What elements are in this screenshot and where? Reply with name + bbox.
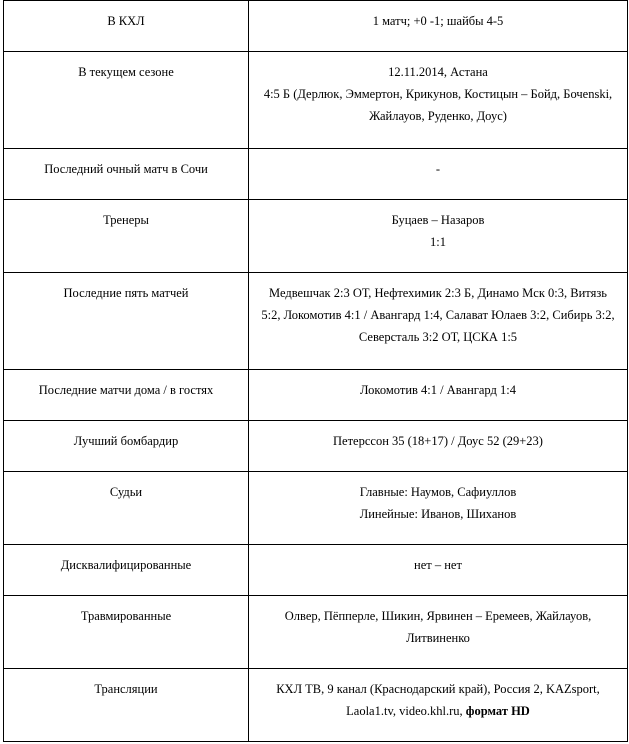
row-value: [249, 669, 628, 742]
row-label: В КХЛ: [4, 1, 249, 52]
row-value: [249, 370, 628, 421]
row-label: Травмированные: [4, 596, 249, 669]
row-value: [249, 421, 628, 472]
row-value: [249, 149, 628, 200]
table-row: [4, 273, 628, 370]
row-label: Последние матчи дома / в гостях: [4, 370, 249, 421]
table-row: [4, 52, 628, 149]
row-value-line: Олвер, Пёпперле, Шикин, Ярвинен – Еремеев, Жайлауов, Литвиненко: [284, 609, 592, 645]
row-value: [249, 273, 628, 370]
row-value-line: Линейные: Иванов, Шиханов: [359, 507, 517, 521]
row-label: Лучший бомбардир: [4, 421, 249, 472]
row-value-line: Главные: Наумов, Сафиуллов: [359, 485, 517, 499]
row-value-line: Петерссон 35 (18+17) / Доус 52 (29+23): [333, 434, 543, 448]
table-row: [4, 545, 628, 596]
match-stats-table: [3, 0, 628, 742]
row-value: [249, 545, 628, 596]
row-value-line: 1:1: [430, 235, 446, 249]
row-value: [249, 200, 628, 273]
row-value-line: -: [435, 162, 441, 176]
row-value-line: КХЛ ТВ, 9 канал (Краснодарский край), Россия 2, KAZsport, Laola1.tv, video.khl.ru,: [276, 682, 600, 718]
row-label: Трансляции: [4, 669, 249, 742]
row-value: [249, 596, 628, 669]
row-value-line: 4:5 Б (Дерлюк, Эммертон, Крикунов, Костицын – Бойд, Бочenski, Жайлауов, Руденко, Доус): [263, 87, 613, 123]
table-row: [4, 472, 628, 545]
row-label: Судьи: [4, 472, 249, 545]
table-row: [4, 370, 628, 421]
row-label: В текущем сезоне: [4, 52, 249, 149]
row-value-line: 12.11.2014, Астана: [388, 65, 488, 79]
row-label: Последние пять матчей: [4, 273, 249, 370]
row-value: [249, 472, 628, 545]
table-row: [4, 669, 628, 742]
row-value: [249, 1, 628, 52]
row-value-line: нет – нет: [414, 558, 462, 572]
broadcast-format-label: формат HD: [465, 704, 530, 718]
row-value-line: Буцаев – Назаров: [391, 213, 485, 227]
table-row: [4, 200, 628, 273]
row-label: Последний очный матч в Сочи: [4, 149, 249, 200]
table-row: [4, 596, 628, 669]
row-value-line: Локомотив 4:1 / Авангард 1:4: [360, 383, 516, 397]
row-label: Тренеры: [4, 200, 249, 273]
table-row: [4, 149, 628, 200]
row-label: Дисквалифицированные: [4, 545, 249, 596]
row-value-line: 1 матч; +0 -1; шайбы 4-5: [372, 14, 504, 28]
table-row: [4, 421, 628, 472]
table-row: [4, 1, 628, 52]
row-value: [249, 52, 628, 149]
row-value-line: Медвешчак 2:3 ОТ, Нефтехимик 2:3 Б, Динамо Мск 0:3, Витязь 5:2, Локомотив 4:1 / Авангард 1:4, Салават Юлаев 3:2, Сибирь 3:2, Северсталь 3:2 ОТ, ЦСКА 1:5: [261, 286, 615, 344]
